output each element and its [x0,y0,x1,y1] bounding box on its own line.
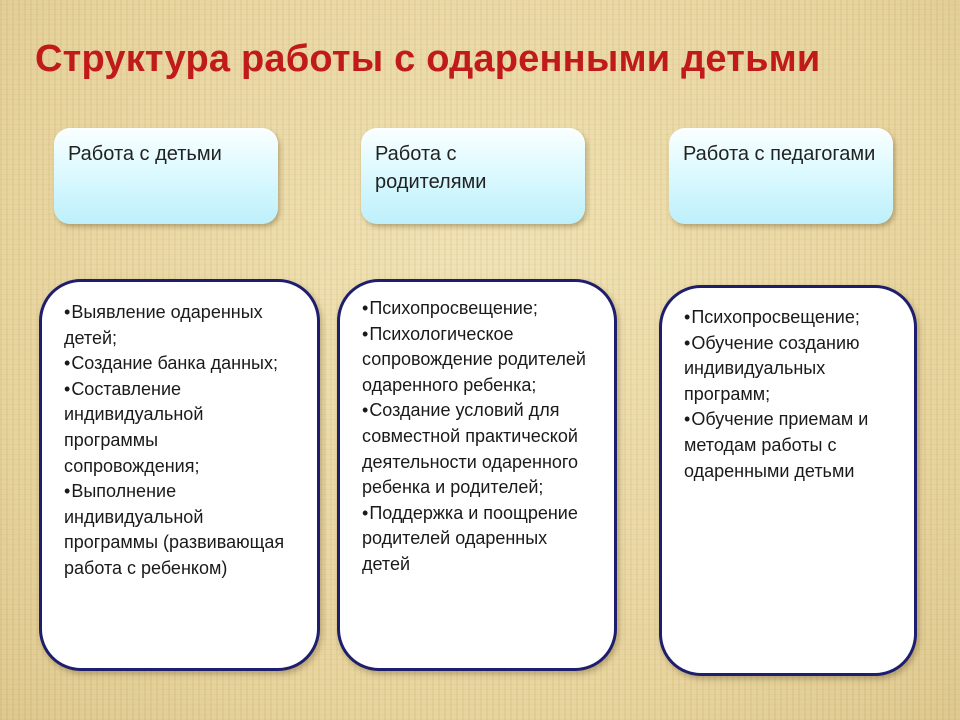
header-work-with-teachers [669,128,893,224]
header-label: Работа с детьми [68,143,222,165]
parents-activities-box [337,279,617,671]
parents-activities-list [362,296,594,578]
header-work-with-children [54,128,278,224]
list-item: • Психопросвещение; [684,305,894,331]
children-activities-list [64,300,297,582]
list-item: • Обучение созданию индивидуальных программ; [684,331,894,408]
slide-title: Структура работы с одаренными детьми [35,38,821,80]
list-item: • Психологическое сопровождение родителей одаренного ребенка; [362,322,594,399]
list-item: • Поддержка и поощрение родителей одаренных детей [362,501,594,578]
list-item: • Составление индивидуальной программы сопровождения; [64,377,297,479]
header-work-with-parents [361,128,585,224]
header-label: Работа с родителями [375,143,487,193]
list-item: • Выполнение индивидуальной программы (развивающая работа с ребенком) [64,479,297,581]
children-activities-box [39,279,320,671]
list-item: • Психопросвещение; [362,296,594,322]
teachers-activities-list [684,305,894,484]
list-item: • Обучение приемам и методам работы с одаренными детьми [684,407,894,484]
header-label: Работа с педагогами [683,143,876,165]
list-item: • Создание условий для совместной практической деятельности одаренного ребенка и родителей; [362,398,594,500]
list-item: • Выявление одаренных детей; [64,300,297,351]
list-item: • Создание банка данных; [64,351,297,377]
teachers-activities-box [659,285,917,676]
